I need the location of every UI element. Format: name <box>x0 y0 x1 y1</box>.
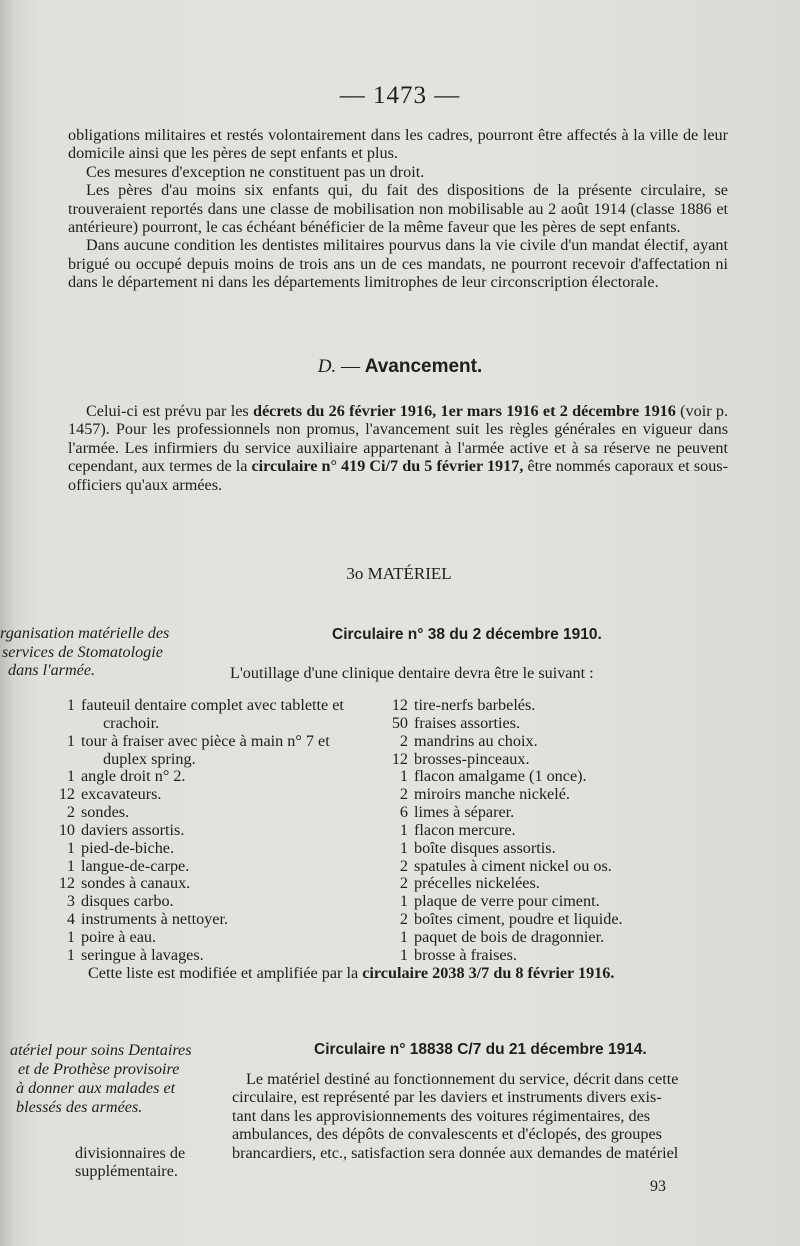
item-quantity: 2 <box>399 910 408 929</box>
item-label: mandrins au choix. <box>414 731 538 750</box>
list-item <box>378 947 623 965</box>
item-label-continuation: duplex spring. <box>103 749 196 768</box>
section-d-heading <box>0 356 800 378</box>
item-label: fraises assorties. <box>414 713 521 732</box>
list-item <box>378 768 623 786</box>
item-quantity: 2 <box>399 856 408 875</box>
item-quantity: 1 <box>399 820 408 839</box>
intro-paragraph-3: Les pères d'au moins six enfants qui, du fait des dispositions de la présente circulaire, se trouveraient reportés dans une classe de mobilisation non mobilisable au 2 août 1914 (classe 1886 et antérieure) pourront, le cas échéant bénéficier de la même faveur que les pères de sept enfants. <box>68 181 728 237</box>
item-quantity: 1 <box>66 696 75 714</box>
item-label-continuation: crachoir. <box>103 713 160 732</box>
item-quantity: 1 <box>399 892 408 911</box>
materiel-continuation <box>75 1144 185 1162</box>
list-item <box>45 911 344 929</box>
instrument-list-right <box>378 697 623 965</box>
item-quantity: 1 <box>66 731 75 750</box>
margin-note-line: rganisation matérielle des <box>0 624 170 642</box>
list-item <box>378 911 623 929</box>
materiel-paragraph <box>232 1070 732 1144</box>
list-item <box>378 697 623 715</box>
avancement-paragraph <box>68 402 728 494</box>
item-quantity: 1 <box>66 856 75 875</box>
list-item <box>378 893 623 911</box>
list-modification-circulaire: circulaire 2038 3/7 du 8 février 1916. <box>362 964 615 982</box>
materiel-line: tant dans les approvisionnements des voitures régimentaires, des <box>232 1106 651 1125</box>
materiel-line: supplémentaire. <box>75 1162 178 1180</box>
item-quantity: 2 <box>399 731 408 750</box>
list-item <box>45 768 344 786</box>
margin-note-line: atériel pour soins Dentaires <box>10 1041 192 1059</box>
list-item <box>378 840 623 858</box>
materiel-line: divisionnaires de <box>75 1144 186 1162</box>
item-label: miroirs manche nickelé. <box>414 785 570 804</box>
item-label: seringue à lavages. <box>81 945 204 964</box>
list-item <box>45 786 344 804</box>
item-quantity: 1 <box>399 927 408 946</box>
margin-note-line: et de Prothèse provisoire <box>18 1060 180 1078</box>
item-label: tour à fraiser avec pièce à main n° 7 et <box>81 731 330 750</box>
avancement-text-2: (voir p. 1457). Pour les professionnels non promus, l'avancement suit les règles générales en vigueur dans l'armée. Les infirmiers du service auxiliaire appartenant à l'armée active et à sa réserve ne peuvent cependant, aux termes de la <box>68 402 728 476</box>
margin-note-line: dans l'armée. <box>8 661 96 680</box>
item-label: boîtes ciment, poudre et liquide. <box>414 910 623 929</box>
list-item <box>378 858 623 876</box>
list-item <box>378 822 623 840</box>
item-label: pied-de-biche. <box>81 838 175 857</box>
item-quantity: 1 <box>66 945 75 964</box>
list-item <box>45 733 344 751</box>
section-d-letter: D. <box>317 356 337 377</box>
item-label: excavateurs. <box>81 785 162 804</box>
list-modification-text: Cette liste est modifiée et amplifiée par la <box>88 964 363 982</box>
materiel-line: ambulances, des dépôts de convalescents et d'éclopés, des groupes <box>232 1125 662 1144</box>
item-label: tire-nerfs barbelés. <box>414 696 536 714</box>
item-quantity: 12 <box>58 785 75 804</box>
list-item <box>378 786 623 804</box>
item-label: plaque de verre pour ciment. <box>414 892 600 911</box>
item-label: angle droit n° 2. <box>81 767 186 786</box>
margin-note-materiel <box>0 1041 192 1117</box>
intro-paragraph-2: Ces mesures d'exception ne constituent pas un droit. <box>86 162 425 181</box>
list-item <box>45 893 344 911</box>
item-quantity: 3 <box>66 892 75 911</box>
item-quantity: 12 <box>391 749 408 768</box>
item-label: brosses-pinceaux. <box>414 749 530 768</box>
materiel-continuation-right <box>232 1144 678 1162</box>
item-label: flacon mercure. <box>414 820 516 839</box>
avancement-text-3: être nommés caporaux et sous-officiers qu'aux armées. <box>68 457 729 494</box>
item-label: instruments à nettoyer. <box>81 910 229 929</box>
intro-paragraph-4: Dans aucune condition les dentistes militaires pourvus dans la vie civile d'un mandat électif, ayant brigué ou occupé depuis moins de trois ans un de ces mandats, ne pourront recevoir d'affectation ni dans le département ni dans les départements limitrophes de leur circonscription électorale. <box>68 236 728 292</box>
intro-paragraph-1: obligations militaires et restés volontairement dans les cadres, pourront être affectés à la ville de leur domicile ainsi que les pères de sept enfants et plus. <box>68 126 728 163</box>
list-item <box>378 751 623 769</box>
item-quantity: 1 <box>399 838 408 857</box>
page-number: 93 <box>650 1178 666 1195</box>
list-item <box>45 858 344 876</box>
item-label: limes à séparer. <box>414 803 515 822</box>
item-quantity: 2 <box>399 785 408 804</box>
item-quantity: 6 <box>399 803 408 822</box>
margin-note-line: services de Stomatologie <box>2 642 163 661</box>
materiel-line: brancardiers, etc., satisfaction sera donnée aux demandes de matériel <box>232 1144 679 1162</box>
item-label: sondes à canaux. <box>81 874 191 893</box>
item-label: disques carbo. <box>81 892 174 911</box>
item-label: brosse à fraises. <box>414 945 517 964</box>
list-item <box>45 697 344 715</box>
list-item <box>378 733 623 751</box>
item-quantity: 12 <box>391 696 408 714</box>
outillage-intro: L'outillage d'une clinique dentaire devra être le suivant : <box>230 664 594 682</box>
item-label: fauteuil dentaire complet avec tablette et <box>81 696 344 714</box>
section-3-heading: 3o MATÉRIEL <box>346 564 452 583</box>
item-label: flacon amalgame (1 once). <box>414 767 587 786</box>
list-item <box>378 715 623 733</box>
item-label: paquet de bois de dragonnier. <box>414 927 605 946</box>
item-label: précelles nickelées. <box>414 874 540 893</box>
list-item <box>378 804 623 822</box>
folio: — 1473 — <box>339 82 461 109</box>
materiel-end <box>75 1162 178 1180</box>
item-label: spatules à ciment nickel ou os. <box>414 856 612 875</box>
item-label: langue-de-carpe. <box>81 856 190 875</box>
avancement-decrets: décrets du 26 février 1916, 1er mars 1916 et 2 décembre 1916 <box>252 402 676 420</box>
item-label: boîte disques assortis. <box>414 838 556 857</box>
item-label: poire à eau. <box>81 927 157 946</box>
item-quantity: 10 <box>58 820 75 839</box>
item-quantity: 1 <box>66 767 75 786</box>
margin-note-line: à donner aux malades et <box>16 1079 176 1097</box>
list-item <box>45 929 344 947</box>
margin-note-line: blessés des armées. <box>16 1098 143 1116</box>
list-item <box>45 822 344 840</box>
item-quantity: 2 <box>66 803 75 822</box>
list-item <box>45 840 344 858</box>
item-label: sondes. <box>81 803 130 822</box>
item-quantity: 1 <box>399 767 408 786</box>
margin-note-organisation <box>0 624 169 680</box>
circulaire-18838-heading: Circulaire n° 18838 C/7 du 21 décembre 1914. <box>314 1041 647 1058</box>
section-d-dash: — <box>336 356 365 377</box>
item-quantity: 1 <box>66 927 75 946</box>
item-quantity: 1 <box>66 838 75 857</box>
list-item <box>378 875 623 893</box>
list-item <box>378 929 623 947</box>
avancement-circulaire: circulaire n° 419 Ci/7 du 5 février 1917, <box>251 457 524 476</box>
list-item <box>45 804 344 822</box>
item-label: daviers assortis. <box>81 820 185 839</box>
materiel-line: circulaire, est représenté par les daviers et instruments divers exis- <box>232 1088 662 1107</box>
list-modification-note <box>88 964 614 982</box>
avancement-text-1: Celui-ci est prévu par les <box>86 402 253 420</box>
item-quantity: 2 <box>399 874 408 893</box>
section-d-title: Avancement. <box>364 356 483 377</box>
item-quantity: 1 <box>399 945 408 964</box>
circulaire-38-heading: Circulaire n° 38 du 2 décembre 1910. <box>332 626 602 643</box>
list-item <box>45 947 344 965</box>
item-quantity: 50 <box>391 713 408 732</box>
item-quantity: 12 <box>58 874 75 893</box>
item-quantity: 4 <box>66 910 75 929</box>
materiel-line: Le matériel destiné au fonctionnement du service, décrit dans cette <box>246 1070 679 1088</box>
intro-text <box>68 126 728 292</box>
list-item <box>45 875 344 893</box>
instrument-list-left <box>45 697 344 965</box>
